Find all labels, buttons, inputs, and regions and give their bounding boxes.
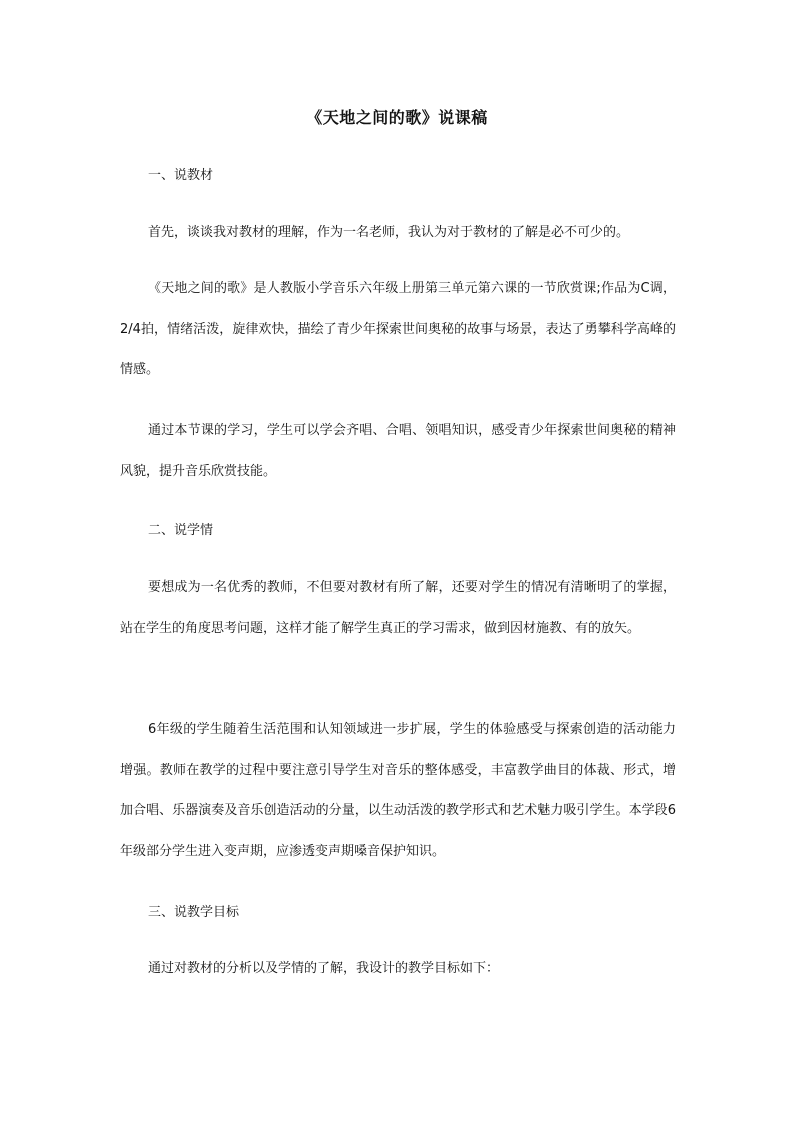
paragraph-learning-outcome: 通过本节课的学习，学生可以学会齐唱、合唱、领唱知识，感受青少年探索世间奥秘的精神风貌，提升音乐欣赏技能。 (120, 423, 676, 479)
section-heading-students: 二、说学情 (148, 523, 214, 538)
paragraph-objectives-intro: 通过对教材的分析以及学情的了解，我设计的教学目标如下： (148, 961, 500, 976)
paragraph-grade-six-students: 6年级的学生随着生活范围和认知领域进一步扩展，学生的体验感受与探索创造的活动能力增强。教师在教学的过程中要注意引导学生对音乐的整体感受，丰富教学曲目的体裁、形式，增加合唱、乐器演奏及音乐创造活动的分量，以生动活泼的教学形式和艺术魅力吸引学生。本学段6年级部分学生进入变声期，应渗透变声期嗓音保护知识。 (120, 722, 676, 859)
section-heading-textbook: 一、说教材 (148, 168, 214, 183)
section-heading-objectives: 三、说教学目标 (148, 905, 240, 920)
paragraph-intro: 首先，谈谈我对教材的理解，作为一名老师，我认为对于教材的了解是必不可少的。 (148, 225, 630, 240)
paragraph-teacher-understanding: 要想成为一名优秀的教师，不但要对教材有所了解，还要对学生的情况有清晰明了的掌握，站在学生的角度思考问题，这样才能了解学生真正的学习需求，做到因材施教、有的放矢。 (120, 580, 676, 636)
paragraph-work-description: 《天地之间的歌》是人教版小学音乐六年级上册第三单元第六课的一节欣赏课;作品为C调，2/4拍，情绪活泼，旋律欢快，描绘了青少年探索世间奥秘的故事与场景，表达了勇攀科学高峰的情感。 (120, 281, 676, 377)
document-title: 《天地之间的歌》说课稿 (306, 108, 488, 127)
